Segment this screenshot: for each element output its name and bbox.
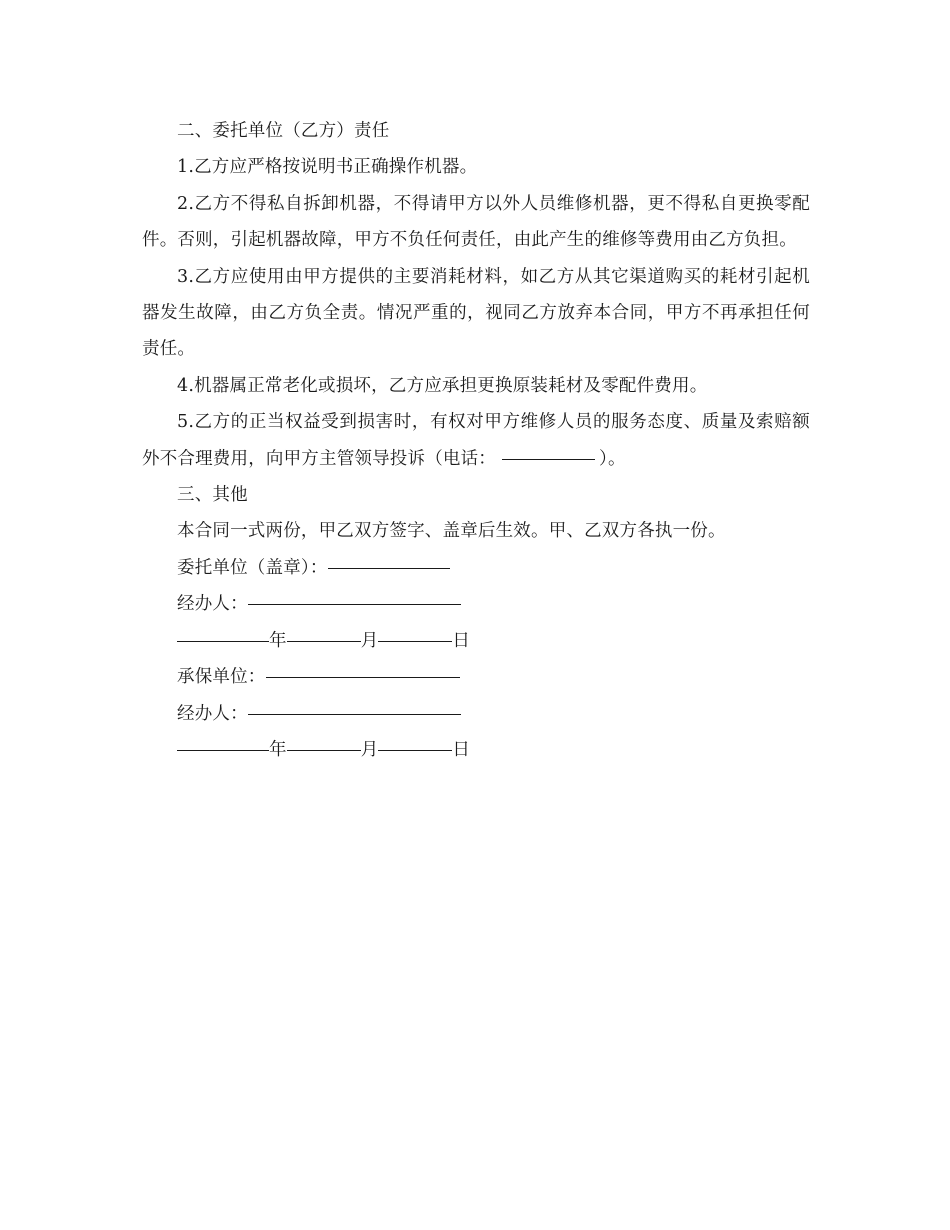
year-label: 年: [269, 630, 287, 651]
day-label: 日: [452, 630, 471, 651]
clause-5: [142, 404, 810, 477]
clause-5-end: ）。: [599, 448, 626, 469]
clause-3: 3.乙方应使用由甲方提供的主要消耗材料，如乙方从其它渠道购买的耗材引起机器发生故障，由乙方负全责。情况严重的，视同乙方放弃本合同，甲方不再承担任何责任。: [142, 266, 810, 360]
clause-2: 2.乙方不得私自拆卸机器，不得请甲方以外人员维修机器，更不得私自更换零配件。否则，引起机器故障，甲方不负任何责任，由此产生的维修等费用由乙方负担。: [142, 193, 810, 251]
insurer-date-line: [142, 732, 810, 768]
month-blank: [287, 729, 361, 751]
client-seal-blank: [328, 547, 450, 569]
client-agent-line: [142, 586, 810, 622]
day-blank: [378, 729, 452, 751]
year-label: 年: [269, 739, 287, 760]
month-label: 月: [360, 630, 379, 651]
insurer-label: 承保单位：: [177, 667, 266, 688]
year-blank: [177, 729, 269, 751]
agent-label-1: 经办人：: [177, 594, 248, 615]
client-date-line: [142, 623, 810, 659]
insurer-agent-blank: [248, 693, 461, 715]
day-blank: [378, 620, 452, 642]
clause-1: 1.乙方应严格按说明书正确操作机器。: [177, 157, 478, 178]
month-label: 月: [360, 739, 379, 760]
year-blank: [177, 620, 269, 642]
section-three-heading: 三、其他: [177, 485, 248, 506]
contract-body: [142, 113, 810, 768]
insurer-line: [142, 659, 810, 695]
clause-4: 4.机器属正常老化或损坏，乙方应承担更换原装耗材及零配件费用。: [177, 375, 708, 396]
client-agent-blank: [248, 583, 461, 605]
day-label: 日: [452, 739, 471, 760]
section-three-text: 本合同一式两份，甲乙双方签字、盖章后生效。甲、乙双方各执一份。: [177, 521, 726, 542]
insurer-agent-line: [142, 696, 810, 732]
agent-label-2: 经办人：: [177, 703, 248, 724]
month-blank: [287, 620, 361, 642]
phone-blank: [502, 438, 595, 460]
client-sign-line: [142, 550, 810, 586]
client-label: 委托单位（盖章）：: [177, 557, 328, 578]
clause-5-text: 5.乙方的正当权益受到损害时，有权对甲方维修人员的服务态度、质量及索赔额外不合理费用，向甲方主管领导投诉（电话：: [142, 412, 810, 469]
insurer-blank: [266, 656, 460, 678]
section-two-heading: 二、委托单位（乙方）责任: [177, 121, 390, 141]
